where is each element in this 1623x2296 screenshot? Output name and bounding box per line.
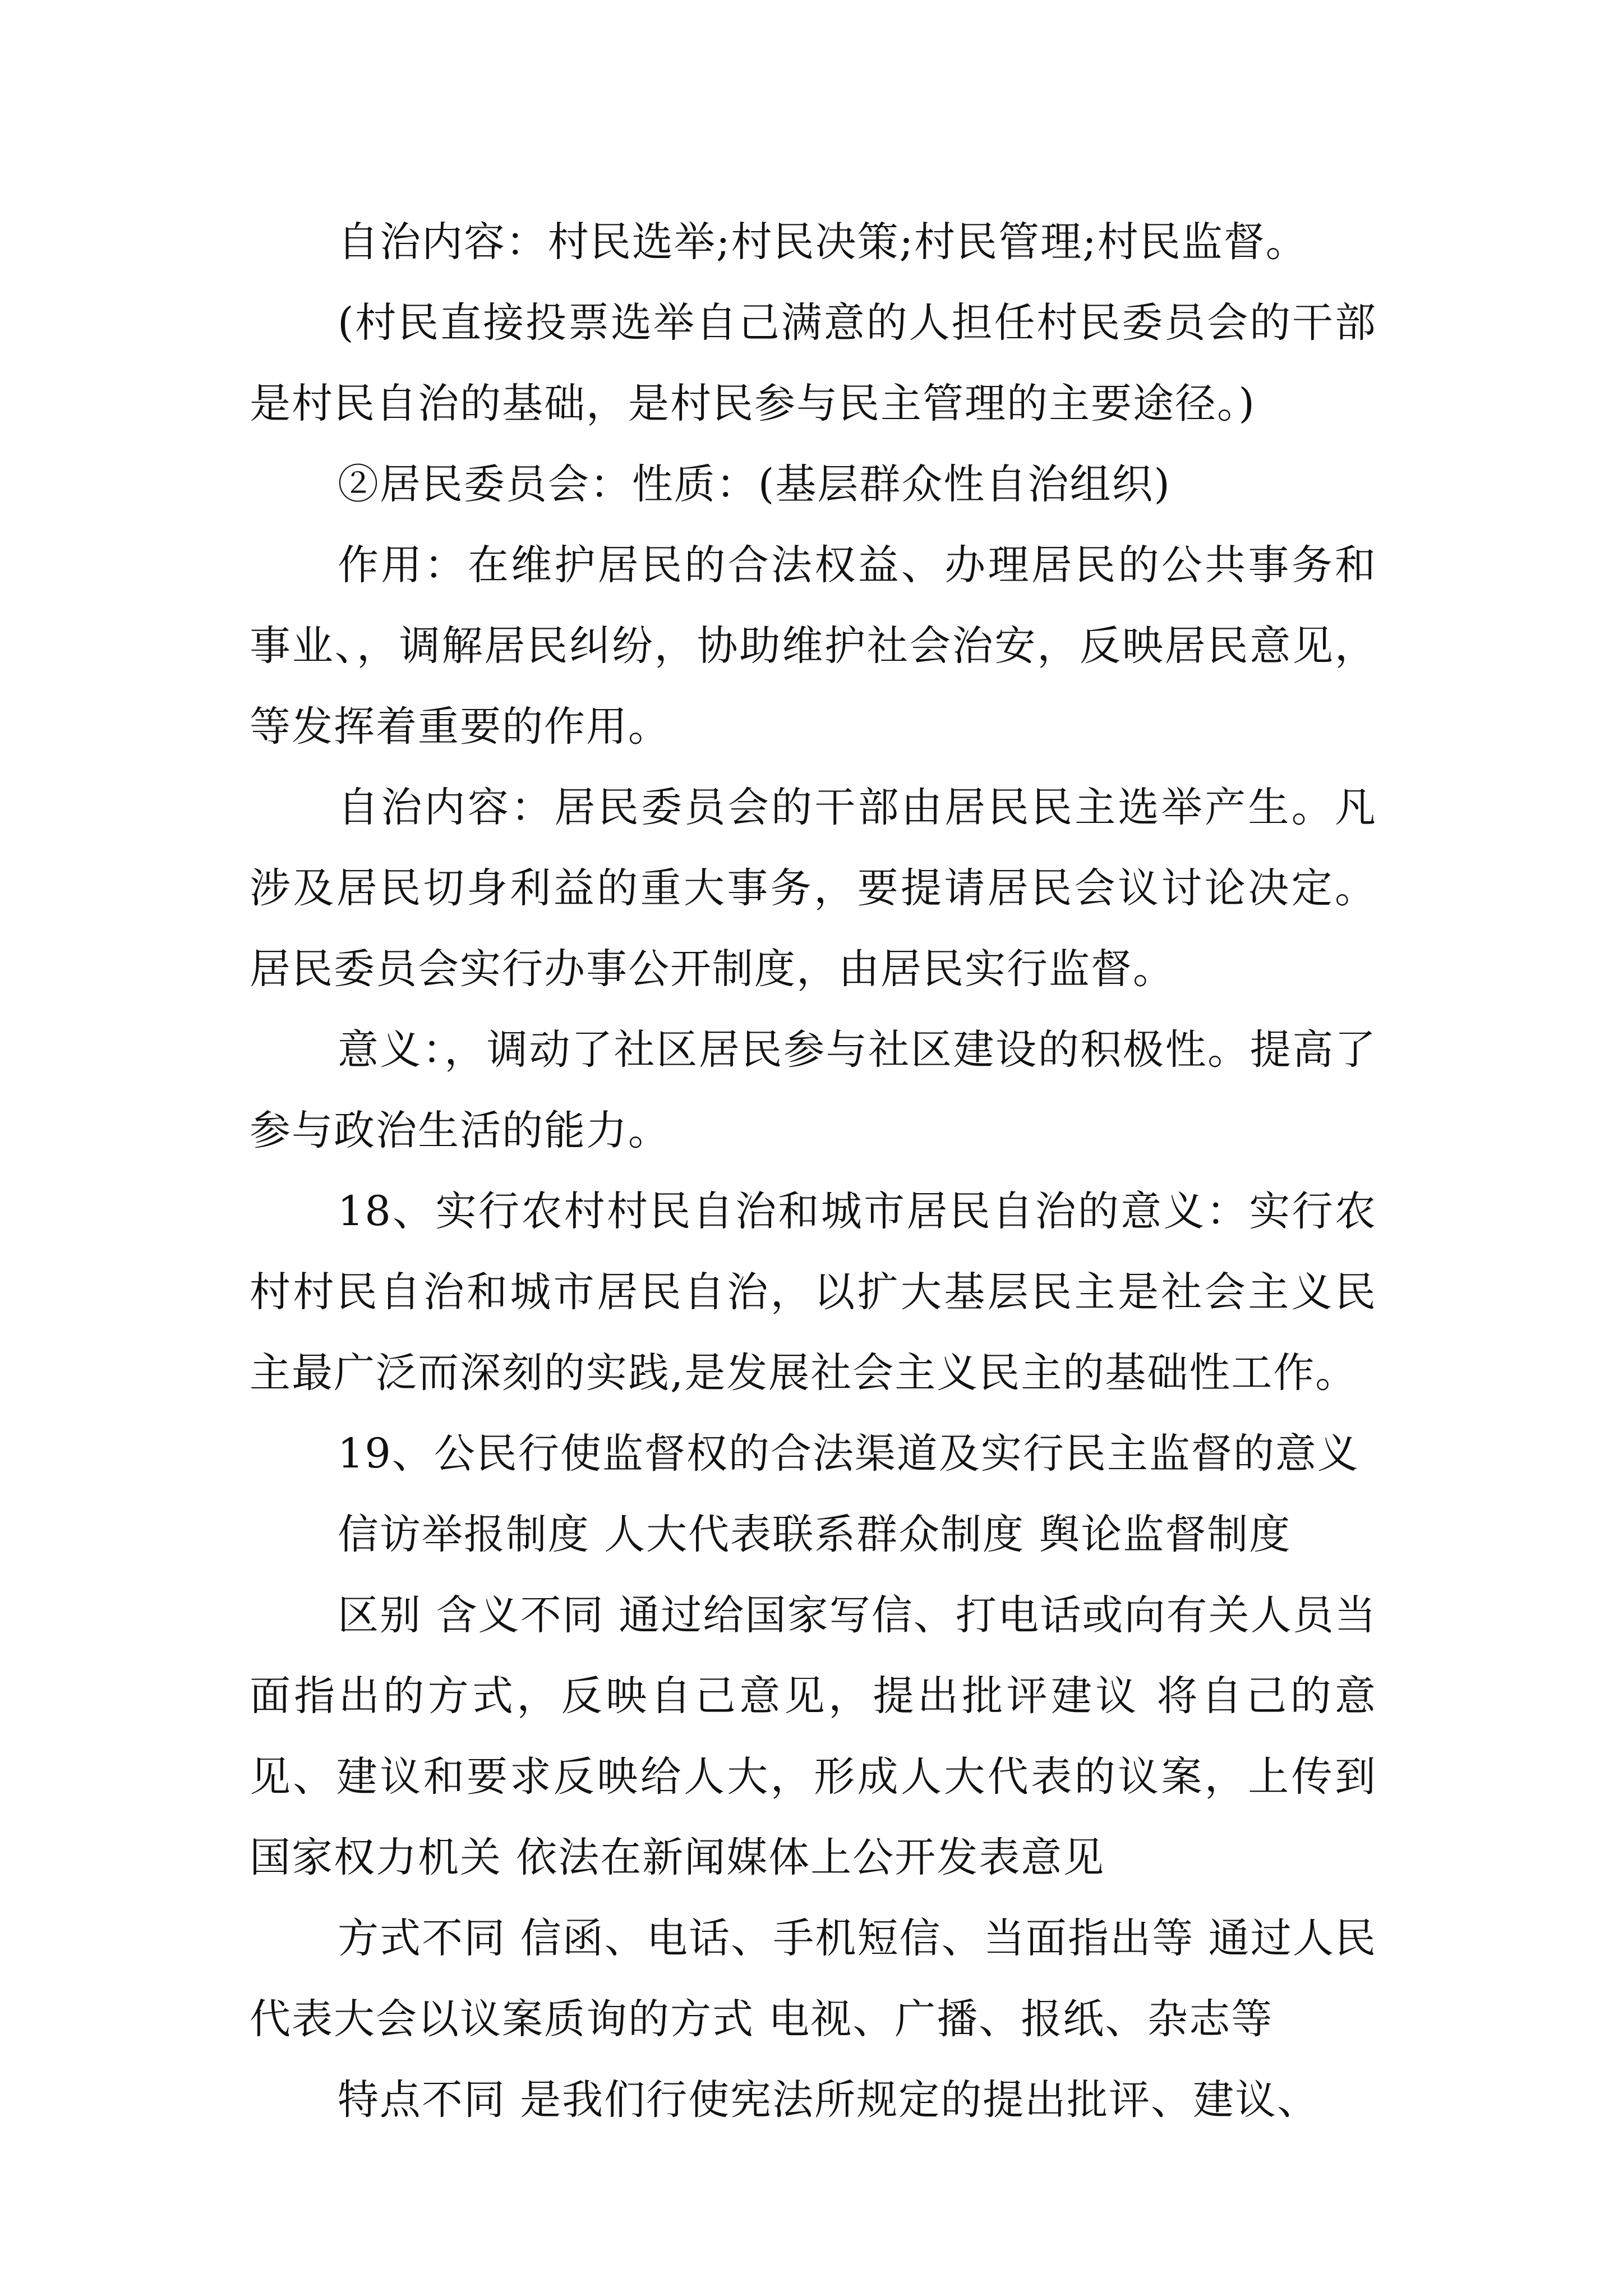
paragraph-residents-committee-nature: ②居民委员会：性质：(基层群众性自治组织) [337, 461, 1171, 508]
paragraph-supervision-channels: 信访举报制度 人大代表联系群众制度 舆论监督制度 [337, 1511, 1292, 1558]
document-body [250, 202, 1377, 2141]
paragraph-villager-election-note: (村民直接投票选举自己满意的人担任村民委员会的干部是村民自治的基础，是村民参与民主管理的主要途径。) [250, 299, 1377, 427]
paragraph-residents-committee-role: 作用：在维护居民的合法权益、办理居民的公共事务和事业、，调解居民纠纷，协助维护社会治安，反映居民意见，等发挥着重要的作用。 [250, 541, 1377, 751]
paragraph-item-19: 19、公民行使监督权的合法渠道及实行民主监督的意义 [337, 1430, 1359, 1478]
paragraph-difference-features: 特点不同 是我们行使宪法所规定的提出批评、建议、 [337, 2076, 1320, 2124]
paragraph-difference-meaning: 区别 含义不同 通过给国家写信、打电话或向有关人员当面指出的方式，反映自己意见，提出批评建议 将自己的意见、建议和要求反映给人大，形成人大代表的议案，上传到国家权力机关 依法在新闻媒体上公开发表意见 [250, 1591, 1377, 1881]
paragraph-autonomy-content-residents: 自治内容：居民委员会的干部由居民民主选举产生。凡涉及居民切身利益的重大事务，要提请居民会议讨论决定。居民委员会实行办事公开制度，由居民实行监督。 [250, 784, 1377, 993]
paragraph-item-18: 18、实行农村村民自治和城市居民自治的意义：实行农村村民自治和城市居民自治，以扩大基层民主是社会主义民主最广泛而深刻的实践,是发展社会主义民主的基础性工作。 [250, 1188, 1377, 1397]
paragraph-difference-method: 方式不同 信函、电话、手机短信、当面指出等 通过人民代表大会以议案质询的方式 电视、广播、报纸、杂志等 [250, 1915, 1377, 2043]
paragraph-autonomy-content-villagers: 自治内容：村民选举;村民决策;村民管理;村民监督。 [337, 218, 1308, 266]
paragraph-significance: 意义：，调动了社区居民参与社区建设的积极性。提高了参与政治生活的能力。 [250, 1026, 1377, 1154]
